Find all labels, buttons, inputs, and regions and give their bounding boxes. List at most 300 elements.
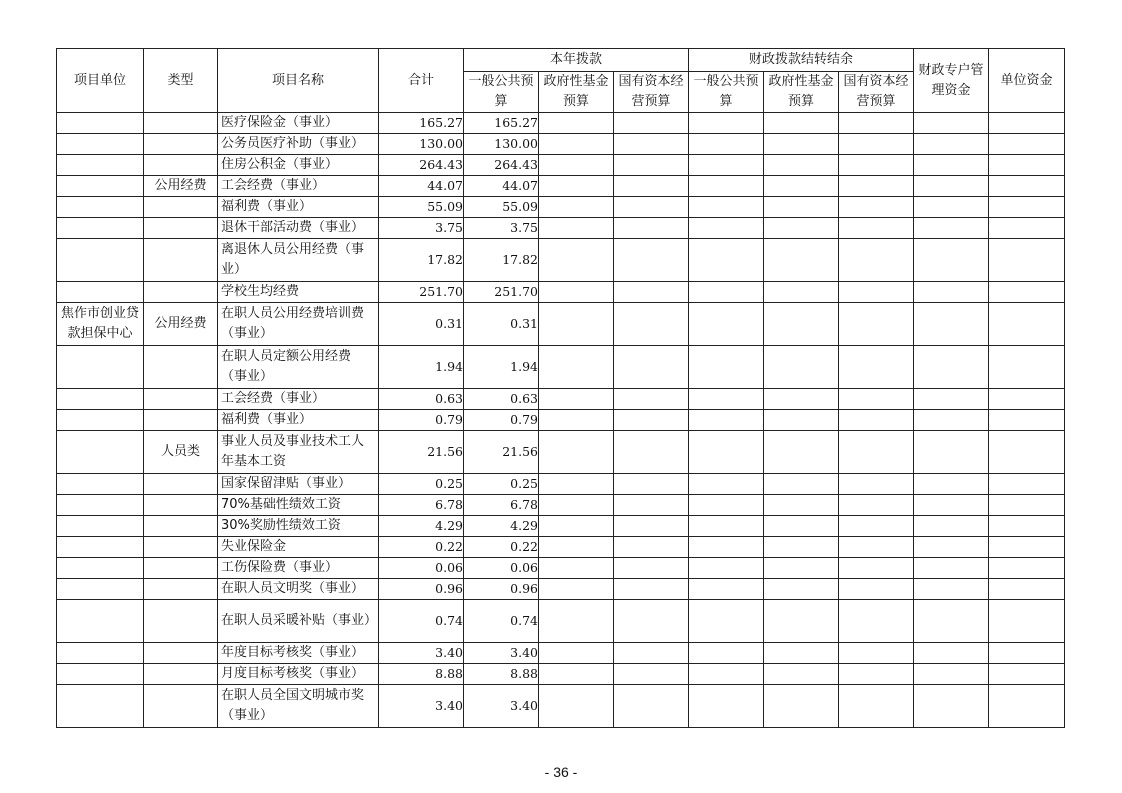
carry-state-capital-cell <box>839 664 914 685</box>
carry-gov-fund-cell <box>764 155 839 176</box>
general-budget-cell: 1.94 <box>464 346 539 389</box>
unit-fund-cell <box>989 685 1065 728</box>
carry-general-cell <box>689 389 764 410</box>
unit-cell <box>57 600 144 643</box>
table-row <box>57 113 1065 134</box>
state-capital-cell <box>614 664 689 685</box>
table-row <box>57 664 1065 685</box>
gov-fund-cell <box>539 389 614 410</box>
special-fund-cell <box>914 537 989 558</box>
type-cell <box>144 134 218 155</box>
total-cell: 0.74 <box>379 600 464 643</box>
carry-gov-fund-cell <box>764 176 839 197</box>
unit-cell <box>57 579 144 600</box>
state-capital-cell <box>614 431 689 474</box>
unit-fund-cell <box>989 197 1065 218</box>
type-cell <box>144 197 218 218</box>
table-row <box>57 282 1065 303</box>
unit-cell <box>57 134 144 155</box>
unit-cell <box>57 537 144 558</box>
unit-cell <box>57 282 144 303</box>
special-fund-cell <box>914 282 989 303</box>
item-name-cell: 公务员医疗补助（事业） <box>218 134 379 155</box>
item-name-cell: 工伤保险费（事业） <box>218 558 379 579</box>
carry-state-capital-cell <box>839 516 914 537</box>
special-fund-cell <box>914 431 989 474</box>
carry-state-capital-cell <box>839 600 914 643</box>
unit-cell <box>57 685 144 728</box>
type-cell <box>144 239 218 282</box>
unit-cell: 焦作市创业贷款担保中心 <box>57 303 144 346</box>
table-row <box>57 685 1065 728</box>
unit-fund-cell <box>989 134 1065 155</box>
special-fund-cell <box>914 155 989 176</box>
total-cell: 1.94 <box>379 346 464 389</box>
total-cell: 17.82 <box>379 239 464 282</box>
carry-gov-fund-cell <box>764 410 839 431</box>
carry-gov-fund-cell <box>764 495 839 516</box>
type-cell <box>144 113 218 134</box>
special-fund-cell <box>914 643 989 664</box>
general-budget-cell: 3.75 <box>464 218 539 239</box>
general-budget-cell: 21.56 <box>464 431 539 474</box>
type-cell <box>144 579 218 600</box>
unit-cell <box>57 474 144 495</box>
carry-gov-fund-cell <box>764 537 839 558</box>
unit-cell <box>57 664 144 685</box>
gov-fund-cell <box>539 113 614 134</box>
general-budget-cell: 6.78 <box>464 495 539 516</box>
general-budget-cell: 165.27 <box>464 113 539 134</box>
type-cell <box>144 516 218 537</box>
carry-general-cell <box>689 558 764 579</box>
item-name-cell: 福利费（事业） <box>218 410 379 431</box>
gov-fund-cell <box>539 431 614 474</box>
gov-fund-cell <box>539 495 614 516</box>
carry-gov-fund-cell <box>764 558 839 579</box>
type-cell <box>144 685 218 728</box>
carry-state-capital-cell <box>839 282 914 303</box>
type-cell <box>144 495 218 516</box>
carry-general-cell <box>689 346 764 389</box>
item-name-cell: 住房公积金（事业） <box>218 155 379 176</box>
carry-general-cell <box>689 495 764 516</box>
carry-general-cell <box>689 600 764 643</box>
gov-fund-cell <box>539 303 614 346</box>
total-cell: 6.78 <box>379 495 464 516</box>
carry-gov-fund-cell <box>764 389 839 410</box>
state-capital-cell <box>614 282 689 303</box>
type-cell <box>144 155 218 176</box>
carry-state-capital-cell <box>839 303 914 346</box>
unit-cell <box>57 176 144 197</box>
gov-fund-cell <box>539 474 614 495</box>
special-fund-cell <box>914 516 989 537</box>
special-fund-cell <box>914 495 989 516</box>
state-capital-cell <box>614 516 689 537</box>
general-budget-cell: 251.70 <box>464 282 539 303</box>
general-budget-cell: 0.22 <box>464 537 539 558</box>
gov-fund-cell <box>539 155 614 176</box>
total-cell: 0.22 <box>379 537 464 558</box>
state-capital-cell <box>614 600 689 643</box>
carry-state-capital-cell <box>839 389 914 410</box>
table-row <box>57 431 1065 474</box>
carry-state-capital-cell <box>839 685 914 728</box>
unit-cell <box>57 410 144 431</box>
carry-state-capital-cell <box>839 431 914 474</box>
gov-fund-cell <box>539 685 614 728</box>
carry-gov-fund-cell <box>764 579 839 600</box>
table-row <box>57 197 1065 218</box>
unit-fund-cell <box>989 346 1065 389</box>
general-budget-cell: 0.06 <box>464 558 539 579</box>
special-fund-cell <box>914 239 989 282</box>
total-cell: 21.56 <box>379 431 464 474</box>
special-fund-cell <box>914 134 989 155</box>
header-special-fund: 财政专户管理资金 <box>914 49 989 113</box>
carry-state-capital-cell <box>839 495 914 516</box>
general-budget-cell: 44.07 <box>464 176 539 197</box>
type-cell <box>144 474 218 495</box>
general-budget-cell: 55.09 <box>464 197 539 218</box>
item-name-cell: 月度目标考核奖（事业） <box>218 664 379 685</box>
carry-gov-fund-cell <box>764 664 839 685</box>
type-cell <box>144 218 218 239</box>
item-name-cell: 事业人员及事业技术工人年基本工资 <box>218 431 379 474</box>
special-fund-cell <box>914 389 989 410</box>
carry-general-cell <box>689 303 764 346</box>
carry-general-cell <box>689 537 764 558</box>
item-name-cell: 学校生均经费 <box>218 282 379 303</box>
gov-fund-cell <box>539 643 614 664</box>
carry-general-cell <box>689 113 764 134</box>
special-fund-cell <box>914 410 989 431</box>
table-row <box>57 558 1065 579</box>
carry-gov-fund-cell <box>764 303 839 346</box>
general-budget-cell: 0.79 <box>464 410 539 431</box>
unit-fund-cell <box>989 664 1065 685</box>
carry-state-capital-cell <box>839 558 914 579</box>
type-cell <box>144 282 218 303</box>
table-row <box>57 155 1065 176</box>
carry-general-cell <box>689 218 764 239</box>
state-capital-cell <box>614 643 689 664</box>
table-row <box>57 176 1065 197</box>
special-fund-cell <box>914 579 989 600</box>
general-budget-cell: 0.31 <box>464 303 539 346</box>
carry-general-cell <box>689 516 764 537</box>
carry-gov-fund-cell <box>764 474 839 495</box>
state-capital-cell <box>614 176 689 197</box>
carry-state-capital-cell <box>839 155 914 176</box>
unit-fund-cell <box>989 431 1065 474</box>
state-capital-cell <box>614 346 689 389</box>
unit-cell <box>57 218 144 239</box>
state-capital-cell <box>614 685 689 728</box>
carry-state-capital-cell <box>839 197 914 218</box>
gov-fund-cell <box>539 579 614 600</box>
type-cell <box>144 537 218 558</box>
carry-gov-fund-cell <box>764 197 839 218</box>
carry-general-cell <box>689 474 764 495</box>
page-number: - 36 - <box>544 764 578 780</box>
unit-fund-cell <box>989 410 1065 431</box>
carry-general-cell <box>689 134 764 155</box>
state-capital-cell <box>614 558 689 579</box>
unit-fund-cell <box>989 474 1065 495</box>
header-carry-general-budget: 一般公共预算 <box>689 72 764 113</box>
carry-state-capital-cell <box>839 113 914 134</box>
state-capital-cell <box>614 579 689 600</box>
carry-gov-fund-cell <box>764 600 839 643</box>
general-budget-cell: 264.43 <box>464 155 539 176</box>
total-cell: 0.31 <box>379 303 464 346</box>
table-row <box>57 516 1065 537</box>
item-name-cell: 在职人员采暖补贴（事业） <box>218 600 379 643</box>
unit-cell <box>57 113 144 134</box>
table-row <box>57 218 1065 239</box>
table-row <box>57 600 1065 643</box>
type-cell <box>144 389 218 410</box>
item-name-cell: 离退休人员公用经费（事业） <box>218 239 379 282</box>
header-carry-gov-fund: 政府性基金预算 <box>764 72 839 113</box>
carry-gov-fund-cell <box>764 516 839 537</box>
carry-gov-fund-cell <box>764 346 839 389</box>
table-row <box>57 389 1065 410</box>
gov-fund-cell <box>539 176 614 197</box>
total-cell: 0.63 <box>379 389 464 410</box>
gov-fund-cell <box>539 282 614 303</box>
gov-fund-cell <box>539 410 614 431</box>
total-cell: 165.27 <box>379 113 464 134</box>
carry-gov-fund-cell <box>764 431 839 474</box>
unit-cell <box>57 643 144 664</box>
type-cell <box>144 558 218 579</box>
special-fund-cell <box>914 303 989 346</box>
gov-fund-cell <box>539 197 614 218</box>
item-name-cell: 在职人员公用经费培训费（事业） <box>218 303 379 346</box>
type-cell <box>144 643 218 664</box>
table-row <box>57 239 1065 282</box>
carry-state-capital-cell <box>839 537 914 558</box>
header-gov-fund: 政府性基金预算 <box>539 72 614 113</box>
carry-state-capital-cell <box>839 410 914 431</box>
table-row <box>57 643 1065 664</box>
state-capital-cell <box>614 155 689 176</box>
item-name-cell: 退休干部活动费（事业） <box>218 218 379 239</box>
item-name-cell: 工会经费（事业） <box>218 389 379 410</box>
carry-general-cell <box>689 410 764 431</box>
table-row <box>57 495 1065 516</box>
state-capital-cell <box>614 218 689 239</box>
unit-fund-cell <box>989 600 1065 643</box>
state-capital-cell <box>614 197 689 218</box>
unit-cell <box>57 239 144 282</box>
table-row <box>57 346 1065 389</box>
unit-fund-cell <box>989 389 1065 410</box>
table-body <box>57 113 1065 728</box>
special-fund-cell <box>914 197 989 218</box>
carry-general-cell <box>689 579 764 600</box>
unit-cell <box>57 197 144 218</box>
unit-fund-cell <box>989 303 1065 346</box>
carry-gov-fund-cell <box>764 134 839 155</box>
special-fund-cell <box>914 685 989 728</box>
unit-fund-cell <box>989 218 1065 239</box>
general-budget-cell: 3.40 <box>464 643 539 664</box>
unit-fund-cell <box>989 155 1065 176</box>
unit-cell <box>57 495 144 516</box>
carry-general-cell <box>689 431 764 474</box>
item-name-cell: 工会经费（事业） <box>218 176 379 197</box>
unit-fund-cell <box>989 239 1065 282</box>
carry-gov-fund-cell <box>764 239 839 282</box>
header-total: 合计 <box>379 49 464 113</box>
unit-fund-cell <box>989 176 1065 197</box>
total-cell: 4.29 <box>379 516 464 537</box>
header-general-budget: 一般公共预算 <box>464 72 539 113</box>
item-name-cell: 医疗保险金（事业） <box>218 113 379 134</box>
gov-fund-cell <box>539 134 614 155</box>
total-cell: 0.79 <box>379 410 464 431</box>
unit-fund-cell <box>989 643 1065 664</box>
special-fund-cell <box>914 113 989 134</box>
carry-general-cell <box>689 664 764 685</box>
state-capital-cell <box>614 303 689 346</box>
carry-state-capital-cell <box>839 346 914 389</box>
item-name-cell: 国家保留津贴（事业） <box>218 474 379 495</box>
special-fund-cell <box>914 218 989 239</box>
table-row <box>57 410 1065 431</box>
unit-fund-cell <box>989 495 1065 516</box>
gov-fund-cell <box>539 346 614 389</box>
unit-fund-cell <box>989 516 1065 537</box>
item-name-cell: 70%基础性绩效工资 <box>218 495 379 516</box>
type-cell <box>144 600 218 643</box>
carry-state-capital-cell <box>839 579 914 600</box>
total-cell: 251.70 <box>379 282 464 303</box>
state-capital-cell <box>614 474 689 495</box>
carry-state-capital-cell <box>839 176 914 197</box>
unit-cell <box>57 516 144 537</box>
total-cell: 0.06 <box>379 558 464 579</box>
general-budget-cell: 17.82 <box>464 239 539 282</box>
general-budget-cell: 3.40 <box>464 685 539 728</box>
total-cell: 0.25 <box>379 474 464 495</box>
gov-fund-cell <box>539 558 614 579</box>
state-capital-cell <box>614 537 689 558</box>
general-budget-cell: 0.74 <box>464 600 539 643</box>
special-fund-cell <box>914 600 989 643</box>
carry-gov-fund-cell <box>764 282 839 303</box>
unit-cell <box>57 558 144 579</box>
total-cell: 264.43 <box>379 155 464 176</box>
total-cell: 44.07 <box>379 176 464 197</box>
state-capital-cell <box>614 134 689 155</box>
state-capital-cell <box>614 239 689 282</box>
unit-cell <box>57 431 144 474</box>
type-cell <box>144 410 218 431</box>
total-cell: 3.40 <box>379 643 464 664</box>
type-cell: 人员类 <box>144 431 218 474</box>
item-name-cell: 在职人员文明奖（事业） <box>218 579 379 600</box>
header-carry-state-capital: 国有资本经营预算 <box>839 72 914 113</box>
gov-fund-cell <box>539 516 614 537</box>
table-row <box>57 134 1065 155</box>
state-capital-cell <box>614 113 689 134</box>
general-budget-cell: 0.25 <box>464 474 539 495</box>
special-fund-cell <box>914 176 989 197</box>
budget-table <box>56 48 1065 728</box>
special-fund-cell <box>914 664 989 685</box>
item-name-cell: 在职人员全国文明城市奖（事业） <box>218 685 379 728</box>
general-budget-cell: 130.00 <box>464 134 539 155</box>
carry-general-cell <box>689 282 764 303</box>
unit-fund-cell <box>989 113 1065 134</box>
type-cell <box>144 346 218 389</box>
type-cell: 公用经费 <box>144 303 218 346</box>
carry-state-capital-cell <box>839 643 914 664</box>
header-unit: 项目单位 <box>57 49 144 113</box>
type-cell <box>144 664 218 685</box>
unit-fund-cell <box>989 579 1065 600</box>
special-fund-cell <box>914 558 989 579</box>
gov-fund-cell <box>539 664 614 685</box>
unit-fund-cell <box>989 558 1065 579</box>
unit-cell <box>57 389 144 410</box>
carry-gov-fund-cell <box>764 685 839 728</box>
unit-fund-cell <box>989 282 1065 303</box>
general-budget-cell: 4.29 <box>464 516 539 537</box>
gov-fund-cell <box>539 600 614 643</box>
carry-general-cell <box>689 155 764 176</box>
carry-general-cell <box>689 239 764 282</box>
table-row <box>57 474 1065 495</box>
unit-fund-cell <box>989 537 1065 558</box>
gov-fund-cell <box>539 218 614 239</box>
header-current-year: 本年拨款 <box>464 49 689 72</box>
carry-state-capital-cell <box>839 134 914 155</box>
table-row <box>57 537 1065 558</box>
total-cell: 130.00 <box>379 134 464 155</box>
special-fund-cell <box>914 474 989 495</box>
item-name-cell: 年度目标考核奖（事业） <box>218 643 379 664</box>
total-cell: 55.09 <box>379 197 464 218</box>
header-name: 项目名称 <box>218 49 379 113</box>
carry-state-capital-cell <box>839 239 914 282</box>
total-cell: 3.40 <box>379 685 464 728</box>
carry-gov-fund-cell <box>764 113 839 134</box>
type-cell: 公用经费 <box>144 176 218 197</box>
general-budget-cell: 0.96 <box>464 579 539 600</box>
item-name-cell: 福利费（事业） <box>218 197 379 218</box>
header-state-capital: 国有资本经营预算 <box>614 72 689 113</box>
unit-cell <box>57 346 144 389</box>
table-row <box>57 579 1065 600</box>
table-row <box>57 303 1065 346</box>
total-cell: 3.75 <box>379 218 464 239</box>
general-budget-cell: 8.88 <box>464 664 539 685</box>
total-cell: 0.96 <box>379 579 464 600</box>
carry-state-capital-cell <box>839 474 914 495</box>
header-unit-fund: 单位资金 <box>989 49 1065 113</box>
state-capital-cell <box>614 389 689 410</box>
carry-state-capital-cell <box>839 218 914 239</box>
carry-general-cell <box>689 685 764 728</box>
unit-cell <box>57 155 144 176</box>
carry-general-cell <box>689 197 764 218</box>
